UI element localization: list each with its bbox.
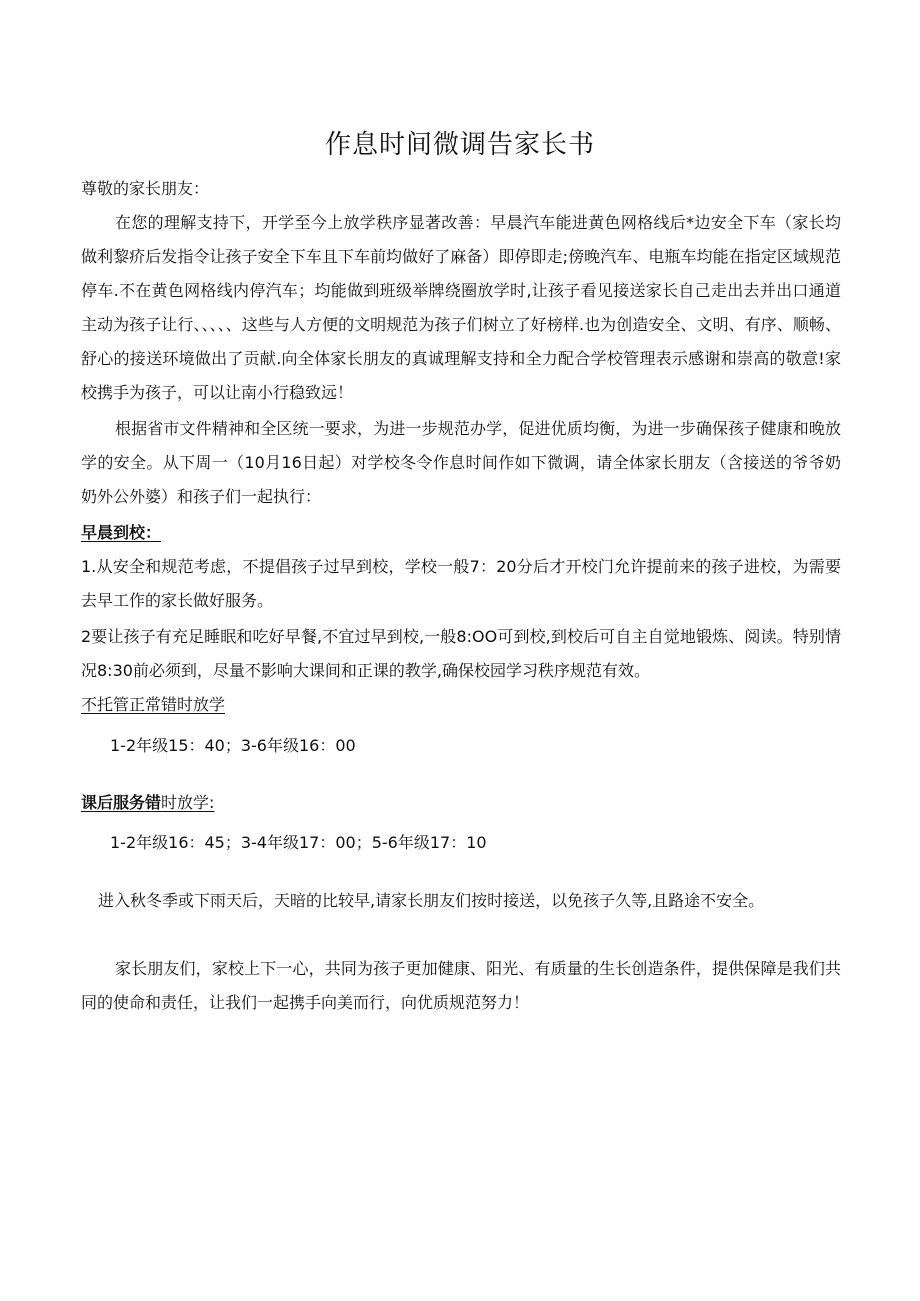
weather-notice: 进入秋冬季或下雨天后，天暗的比较早,请家长朋友们按时接送，以免孩子久等,且路途不安全。 (98, 891, 765, 910)
regular-dismissal-heading: 不托管正常错时放学 (81, 695, 226, 714)
paragraph-schedule-adjustment: 根据省市文件精神和全区统一要求，为进一步规范办学，促进优质均衡，为进一步确保孩子健康和晚放学的安全。从下周一（10月16日起）对学校冬令作息时间作如下微调，请全体家长朋友（含接送的爷爷奶奶外公外婆）和孩子们一起执行： (81, 419, 841, 506)
morning-arrival-heading: 早晨到校： (81, 523, 162, 542)
morning-arrival-item-2: 2要让孩子有充足睡眠和吃好早餐,不宜过早到校,一般8:OO可到校,到校后可自主自觉地锻炼、阅读。特别情况8:30前必须到，尽量不影响大课间和正课的教学,确保校园学习秩序规范有效。 (81, 627, 841, 680)
regular-dismissal-times: 1-2年级15：40；3-6年级16：00 (110, 736, 356, 755)
afterschool-heading-bold-part: 课后服务错 (81, 793, 162, 812)
afterschool-dismissal-times: 1-2年级16：45；3-4年级17：00；5-6年级17：10 (110, 833, 487, 852)
afterschool-heading-rest: 时放学: (161, 793, 215, 812)
greeting: 尊敬的家长朋友： (81, 179, 210, 198)
afterschool-dismissal-heading (81, 786, 841, 820)
paragraph-order-improvement: 在您的理解支持下，开学至今上放学秩序显著改善：早晨汽车能进黄色网格线后*边安全下车（家长均做利黎疥后发指令让孩子安全下车且下车前均做好了麻备）即停即走;傍晚汽车、电瓶车均能在指定区域规范停车.不在黄色网格线内停汽车；均能做到班级举牌绕圈放学时,让孩子看见接送家长自己走出去并出口通道主动为孩子让行、、、、、这些与人方便的文明规范为孩子们树立了好榜样.也为创造安全、文明、有序、顺畅、舒心的接送环境做出了贡献.向全体家长朋友的真诚理解支持和全力配合学校管理表示感谢和崇高的敬意!家校携手为孩子，可以让南小行稳致远！ (81, 213, 841, 402)
closing-paragraph: 家长朋友们，家校上下一心，共同为孩子更加健康、阳光、有质量的生长创造条件，提供保障是我们共同的使命和责任，让我们一起携手向美而行，向优质规范努力！ (81, 959, 841, 1012)
morning-arrival-item-1: 1.从安全和规范考虑，不提倡孩子过早到校，学校一般7：20分后才开校门允许提前来的孩子进校，为需要去早工作的家长做好服务。 (81, 557, 841, 610)
document-title: 作息时间微调告家长书 (324, 130, 595, 160)
